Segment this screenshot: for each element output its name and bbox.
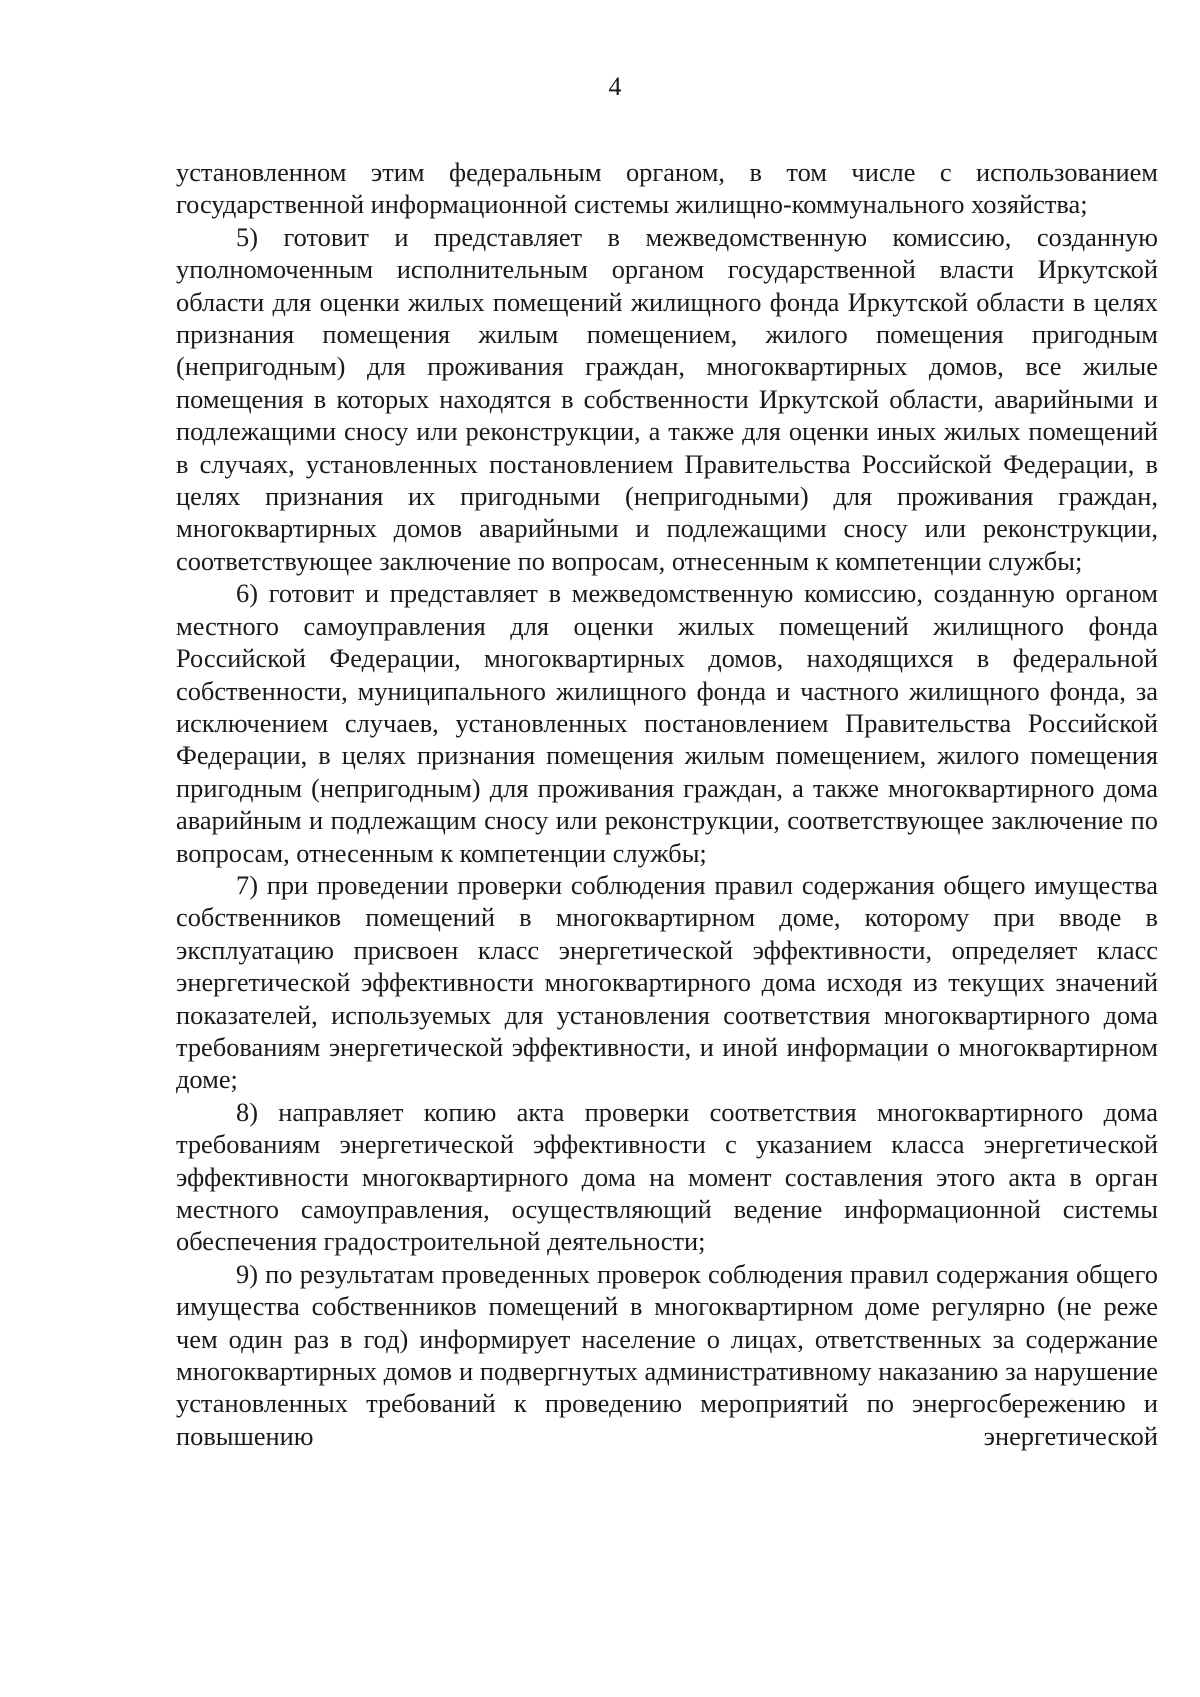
page-number: 4 xyxy=(608,72,622,101)
paragraph-continuation: установленном этим федеральным органом, в том числе с использованием государственной информационной системы жилищно-коммунального хозяйства; xyxy=(176,157,1158,220)
paragraph-item-5: 5) готовит и представляет в межведомственную комиссию, созданную уполномоченным исполнительным органом государственной власти Иркутской области для оценки жилых помещений жилищного фонда Иркутской области в целях признания помещения жилым помещением, жилого помещения пригодным (непригодным) для проживания граждан, многоквартирных домов, все жилые помещения в которых находятся в собственности Иркутской области, аварийными и подлежащими сносу или реконструкции, а также для оценки иных жилых помещений в случаях, установленных постановлением Правительства Российской Федерации, в целях признания их пригодными (непригодными) для проживания граждан, многоквартирных домов аварийными и подлежащими сносу или реконструкции, соответствующее заключение по вопросам, отнесенным к компетенции службы; xyxy=(176,221,1158,576)
document-body xyxy=(176,156,1158,1452)
paragraph-item-6: 6) готовит и представляет в межведомственную комиссию, созданную органом местного самоуправления для оценки жилых помещений жилищного фонда Российской Федерации, многоквартирных домов, находящихся в федеральной собственности, муниципального жилищного фонда и частного жилищного фонда, за исключением случаев, установленных постановлением Правительства Российской Федерации, в целях признания помещения жилым помещением, жилого помещения пригодным (непригодным) для проживания граждан, а также многоквартирного дома аварийным и подлежащим сносу или реконструкции, соответствующее заключение по вопросам, отнесенным к компетенции службы; xyxy=(176,578,1158,868)
paragraph-item-9: 9) по результатам проведенных проверок соблюдения правил содержания общего имущества собственников помещений в многоквартирном доме регулярно (не реже чем один раз в год) информирует население о лицах, ответственных за содержание многоквартирных домов и подвергнутых административному наказанию за нарушение установленных требований к проведению мероприятий по энергосбережению и повышению энергетической xyxy=(176,1258,1158,1451)
paragraph-item-8: 8) направляет копию акта проверки соответствия многоквартирного дома требованиям энергетической эффективности с указанием класса энергетической эффективности многоквартирного дома на момент составления этого акта в орган местного самоуправления, осуществляющий ведение информационной системы обеспечения градостроительной деятельности; xyxy=(176,1096,1158,1257)
paragraph-item-7: 7) при проведении проверки соблюдения правил содержания общего имущества собственников помещений в многоквартирном доме, которому при вводе в эксплуатацию присвоен класс энергетической эффективности, определяет класс энергетической эффективности многоквартирного дома исходя из текущих значений показателей, используемых для установления соответствия многоквартирного дома требованиям энергетической эффективности, и иной информации о многоквартирном доме; xyxy=(176,869,1158,1095)
